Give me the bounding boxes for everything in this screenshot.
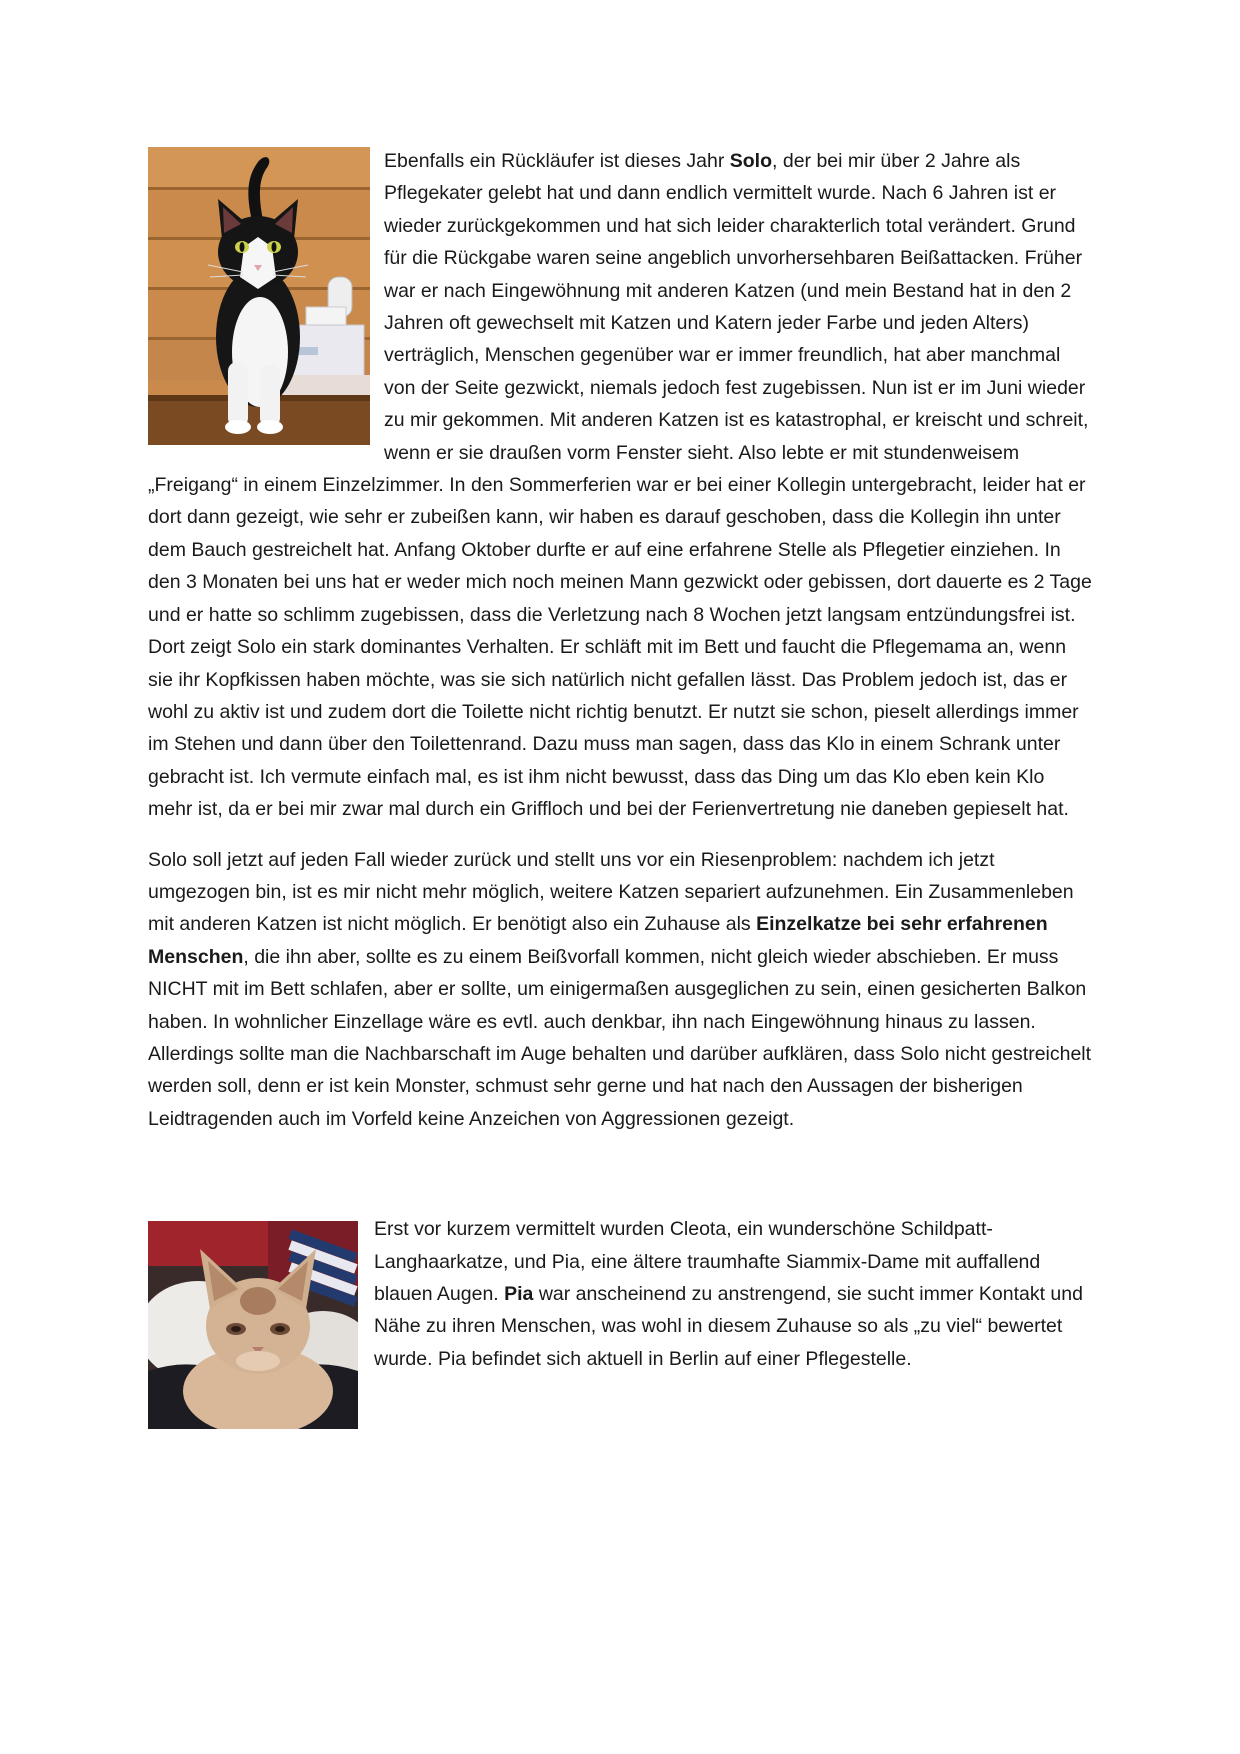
- request-bold-phrase: Einzelkatze bei sehr erfahrenen Menschen: [148, 913, 1048, 968]
- solo-text-main: , der bei mir über 2 Jahre als Pflegekater gelebt hat und dann endlich vermittelt wurde. Nach 6 Jahren ist er wieder zurückgekommen und hat sich leider charakterlich total verändert. Grund für die Rückgabe waren seine angeblich unvorhersehbaren Beißattacken. Früher war er nach Eingewöhnung mit anderen Katzen (und mein Bestand hat in den 2 Jahren oft gewechselt mit Katzen und Katern jeder Farbe und jeden Alters) verträglich, Menschen gegenüber war er immer freundlich, hat aber manchmal von der Seite gezwickt, niemals jedoch fest zugebissen. Nun ist er im Juni wieder zu mir gekommen. Mit anderen Katzen ist es katastrophal, er kreischt und schreit, wenn er sie draußen vorm Fenster sieht. Also lebte er mit stundenweisem „Freigang“ in einem Einzelzimmer. In den Sommerferien war er bei einer Kollegin untergebracht, leider hat er dort dann gezeigt, wie sehr er zubeißen kann, wir haben es darauf geschoben, dass die Kollegin ihn unter dem Bauch gestreichelt hat. Anfang Oktober durfte er auf eine erfahrene Stelle als Pflegetier einziehen. In den 3 Monaten bei uns hat er weder mich noch meinen Mann gezwickt oder gebissen, dort dauerte es 2 Tage und er hatte so schlimm zugebissen, dass die Verletzung nach 8 Wochen jetzt langsam entzündungsfrei ist. Dort zeigt Solo ein stark dominantes Verhalten. Er schläft mit im Bett und faucht die Pflegemama an, wenn sie ihr Kopfkissen haben möchte, was sie sich natürlich nicht gefallen lässt. Das Problem jedoch ist, das er wohl zu aktiv ist und zudem dort die Toilette nicht richtig benutzt. Er nutzt sie schon, pieselt allerdings immer im Stehen und dann über den Toilettenrand. Dazu muss man sagen, dass das Klo in einem Schrank unter gebracht ist. Ich vermute einfach mal, es ist ihm nicht bewusst, dass das Ding um das Klo eben kein Klo mehr ist, da er bei mir zwar mal durch ein Griffloch und bei der Ferienvertretung nie daneben gepieselt hat.: [148, 150, 1092, 821]
- solo-section: [148, 145, 1093, 826]
- pia-name-bold: Pia: [504, 1283, 534, 1305]
- pia-text-start: Erst vor kurzem vermittelt wurden Cleota, ein wunderschöne Schildpatt-Langhaarkatze, und Pia, eine ältere traumhafte Siammix-Dame mit auffallend blauen Augen.: [374, 1218, 1041, 1305]
- pia-text-end: war anscheinend zu anstrengend, sie sucht immer Kontakt und Nähe zu ihren Menschen, was wohl in diesem Zuhause so als „zu viel“ bewertet wurde. Pia befindet sich aktuell in Berlin auf einer Pflegestelle.: [374, 1283, 1083, 1370]
- solo-cat-photo: [148, 147, 370, 445]
- solo-request-paragraph: [148, 844, 1093, 1136]
- pia-section: [148, 1213, 1093, 1433]
- document-page: [148, 145, 1093, 1433]
- request-text-end: , die ihn aber, sollte es zu einem Beißvorfall kommen, nicht gleich wieder abschieben. Er muss NICHT mit im Bett schlafen, aber er sollte, um einigermaßen ausgeglichen zu sein, einen gesicherten Balkon haben. In wohnlicher Einzellage wäre es evtl. auch denkbar, ihn nach Eingewöhnung hinaus zu lassen. Allerdings sollte man die Nachbarschaft im Auge behalten und darüber aufklären, dass Solo nicht gestreichelt werden soll, denn er ist kein Monster, schmust sehr gerne und hat nach den Aussagen der bisherigen Leidtragenden auch im Vorfeld keine Anzeichen von Aggressionen gezeigt.: [148, 945, 1092, 1130]
- pia-cat-photo: [148, 1221, 358, 1429]
- solo-text-start: Ebenfalls ein Rückläufer ist dieses Jahr: [384, 150, 730, 172]
- solo-name-bold: Solo: [729, 150, 773, 172]
- request-text-start: Solo soll jetzt auf jeden Fall wieder zurück und stellt uns vor ein Riesenproblem: nachdem ich jetzt umgezogen bin, ist es mir nicht mehr möglich, weitere Katzen separiert aufzunehmen. Ein Zusammenleben mit anderen Katzen ist nicht möglich. Er benötigt also ein Zuhause als: [148, 848, 1074, 936]
